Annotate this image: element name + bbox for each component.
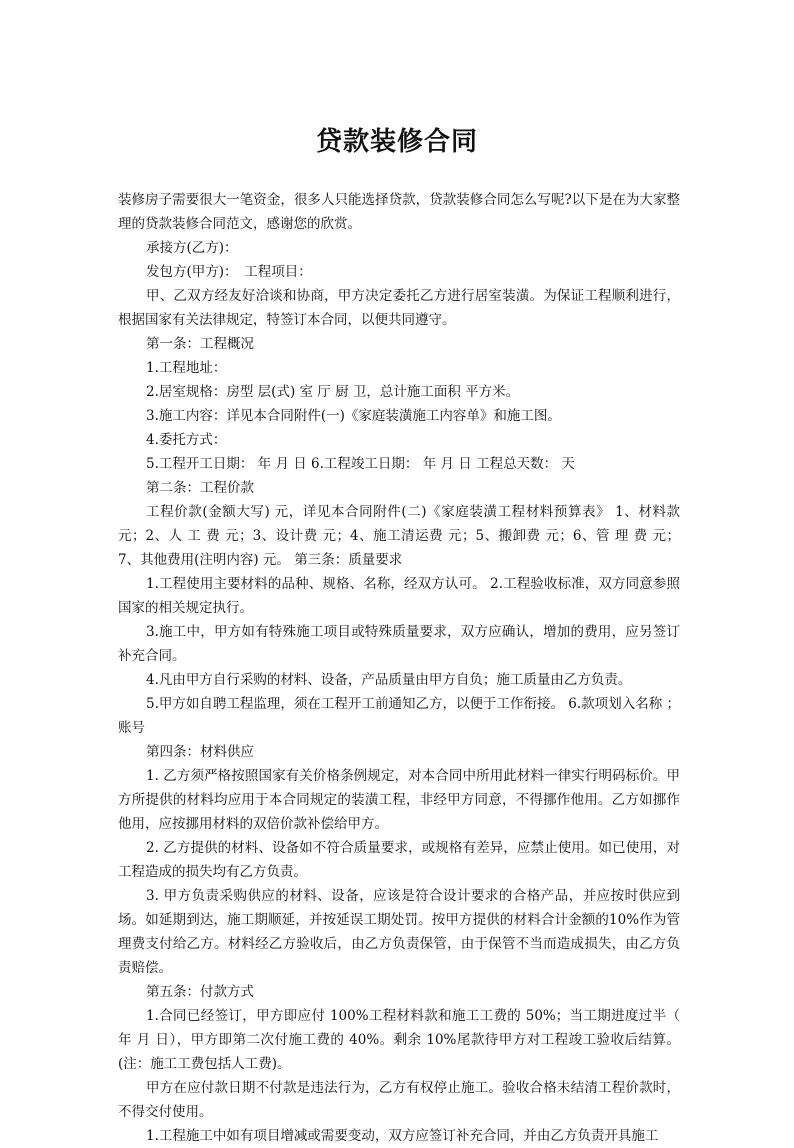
paragraph: 1.工程使用主要材料的品种、规格、名称，经双方认可。 2.工程验收标准，双方同意参照国家的相关规定执行。: [118, 576, 680, 616]
paragraph: 1.工程施工中如有项目增减或需要变动，双方应签订补充合同，并由乙方负责开具施工: [146, 1128, 659, 1144]
paragraph: 工程价款(金额大写) 元，详见本合同附件(二)《家庭装潢工程材料预算表》 1、材料款 元；2、人 工 费 元；3、设计费 元；4、施工清运费 元；5、搬卸费 元；6、管 理 费 元；7、其他费用(注明内容) 元。 第三条：质量要求: [118, 504, 680, 568]
document-title: 贷款装修合同: [315, 127, 478, 157]
paragraph: 3.施工中，甲方如有特殊施工项目或特殊质量要求，双方应确认，增加的费用，应另签订补充合同。: [118, 624, 680, 664]
paragraph: 2.居室规格：房型 层(式) 室 厅 厨 卫，总计施工面积 平方米。: [146, 384, 520, 400]
paragraph: 甲、乙双方经友好洽谈和协商，甲方决定委托乙方进行居室装潢。为保证工程顺利进行，根据国家有关法律规定，特签订本合同，以便共同遵守。: [118, 288, 680, 328]
paragraph: 5.工程开工日期： 年 月 日 6.工程竣工日期： 年 月 日 工程总天数： 天: [146, 456, 575, 472]
paragraph: 4.委托方式：: [146, 432, 227, 448]
paragraph: 3. 甲方负责采购供应的材料、设备，应该是符合设计要求的合格产品，并应按时供应到场。如延期到达，施工期顺延，并按延误工期处罚。按甲方提供的材料合计金额的10%作为管理费支付给乙方。材料经乙方验收后，由乙方负责保管，由于保管不当而造成损失，由乙方负责赔偿。: [118, 888, 680, 976]
paragraph: 4.凡由甲方自行采购的材料、设备，产品质量由甲方自负；施工质量由乙方负责。: [146, 672, 632, 688]
paragraph: 第二条：工程价款: [146, 480, 254, 496]
paragraph: 第一条：工程概况: [146, 336, 254, 352]
paragraph: 1. 乙方须严格按照国家有关价格条例规定，对本合同中所用此材料一律实行明码标价。甲方所提供的材料均应用于本合同规定的装潢工程，非经甲方同意，不得挪作他用。乙方如挪作他用，应按挪用材料的双倍价款补偿给甲方。: [118, 768, 680, 832]
document-body: [118, 188, 680, 1148]
paragraph: 2. 乙方提供的材料、设备如不符合质量要求，或规格有差异，应禁止使用。如已使用，对工程造成的损失均有乙方负责。: [118, 840, 680, 880]
paragraph: 承接方(乙方)：: [146, 240, 238, 256]
paragraph: 5.甲方如自聘工程监理，须在工程开工前通知乙方，以便于工作衔接。 6.款项划入名称 ；账号: [118, 696, 680, 736]
paragraph: 第五条：付款方式: [146, 984, 254, 1000]
paragraph: 1.工程地址：: [146, 360, 227, 376]
paragraph: 发包方(甲方)： 工程项目：: [146, 264, 312, 280]
paragraph: 3.施工内容：详见本合同附件(一)《家庭装潢施工内容单》和施工图。: [146, 408, 561, 424]
paragraph: 1.合同已经签订，甲方即应付 100%工程材料款和施工工费的 50%；当工期进度过半（ 年 月 日），甲方即第二次付施工费的 40%。剩余 10%尾款待甲方对工程竣工验收后结算。(注：施工工费包括人工费)。: [118, 1008, 680, 1072]
paragraph: 甲方在应付款日期不付款是违法行为，乙方有权停止施工。验收合格未结清工程价款时，不得交付使用。: [118, 1080, 680, 1120]
paragraph: 装修房子需要很大一笔资金，很多人只能选择贷款，贷款装修合同怎么写呢?以下是在为大家整理的贷款装修合同范文，感谢您的欣赏。: [118, 192, 680, 232]
paragraph: 第四条：材料供应: [146, 744, 254, 760]
